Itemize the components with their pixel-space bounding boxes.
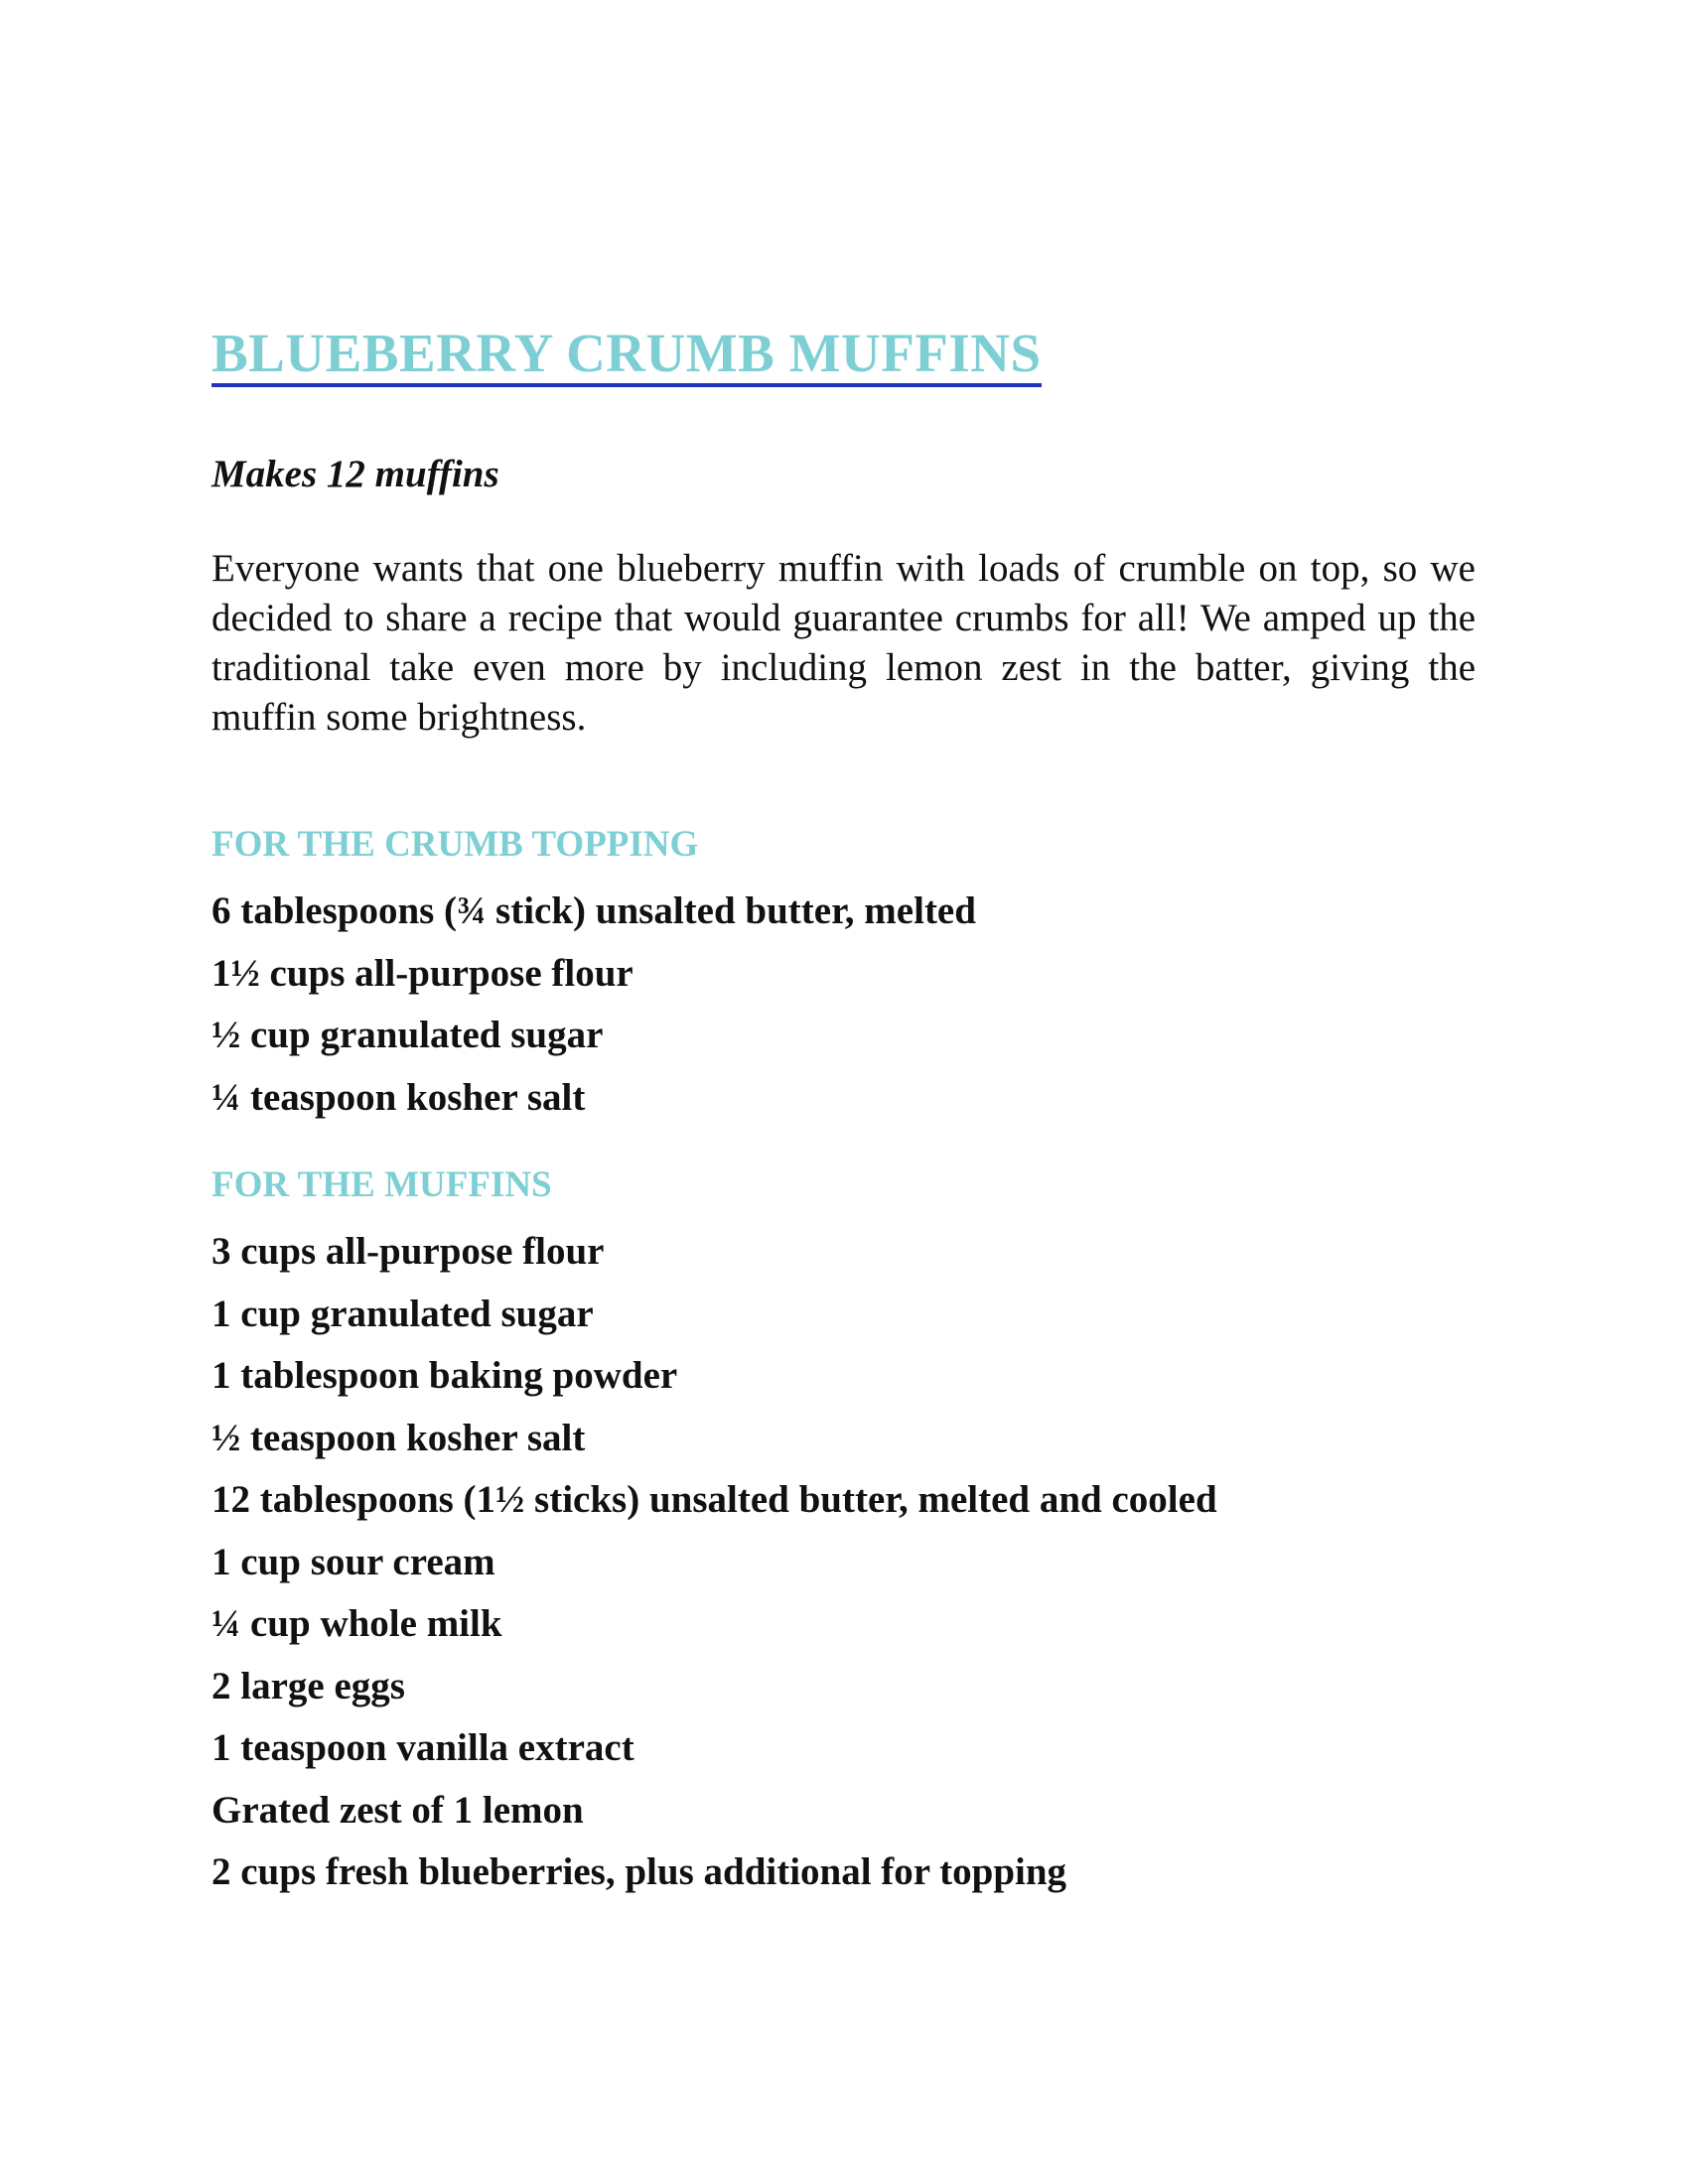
recipe-intro: Everyone wants that one blueberry muffin with loads of crumble on top, so we decided to share a recipe that would guarantee crumbs for all! We amped up the traditional take even more by including lemon zest in the batter, giving the muffin some brightness. bbox=[211, 547, 1476, 739]
ingredient-item: 6 tablespoons (¾ stick) unsalted butter, melted bbox=[211, 889, 976, 932]
section-heading: FOR THE MUFFINS bbox=[211, 1164, 552, 1205]
recipe-title-text[interactable]: BLUEBERRY CRUMB MUFFINS bbox=[211, 323, 1042, 383]
ingredient-item: 1 cup granulated sugar bbox=[211, 1292, 594, 1335]
ingredient-item: ¼ teaspoon kosher salt bbox=[211, 1075, 586, 1119]
crumb-topping-section bbox=[211, 826, 1476, 1129]
ingredient-list bbox=[211, 881, 1476, 1129]
ingredient-item: ½ cup granulated sugar bbox=[211, 1014, 604, 1056]
ingredient-item: 1 cup sour cream bbox=[211, 1540, 495, 1583]
recipe-title[interactable] bbox=[211, 323, 1042, 387]
ingredient-item: Grated zest of 1 lemon bbox=[211, 1788, 584, 1832]
ingredient-item: 3 cups all-purpose flour bbox=[211, 1230, 605, 1273]
ingredient-item: ½ teaspoon kosher salt bbox=[211, 1416, 586, 1459]
ingredient-item: 1 tablespoon baking powder bbox=[211, 1354, 678, 1397]
ingredient-item: ¼ cup whole milk bbox=[211, 1602, 502, 1645]
section-heading: FOR THE CRUMB TOPPING bbox=[211, 824, 699, 865]
ingredient-item: 1½ cups all-purpose flour bbox=[211, 951, 633, 995]
ingredient-list bbox=[211, 1221, 1476, 1904]
ingredient-item: 2 cups fresh blueberries, plus additional for topping bbox=[211, 1850, 1067, 1893]
ingredient-item: 1 teaspoon vanilla extract bbox=[211, 1726, 634, 1769]
ingredient-item: 12 tablespoons (1½ sticks) unsalted butter, melted and cooled bbox=[211, 1478, 1217, 1521]
recipe-yield: Makes 12 muffins bbox=[211, 453, 499, 495]
muffins-section bbox=[211, 1166, 1476, 1904]
ingredient-item: 2 large eggs bbox=[211, 1664, 405, 1707]
